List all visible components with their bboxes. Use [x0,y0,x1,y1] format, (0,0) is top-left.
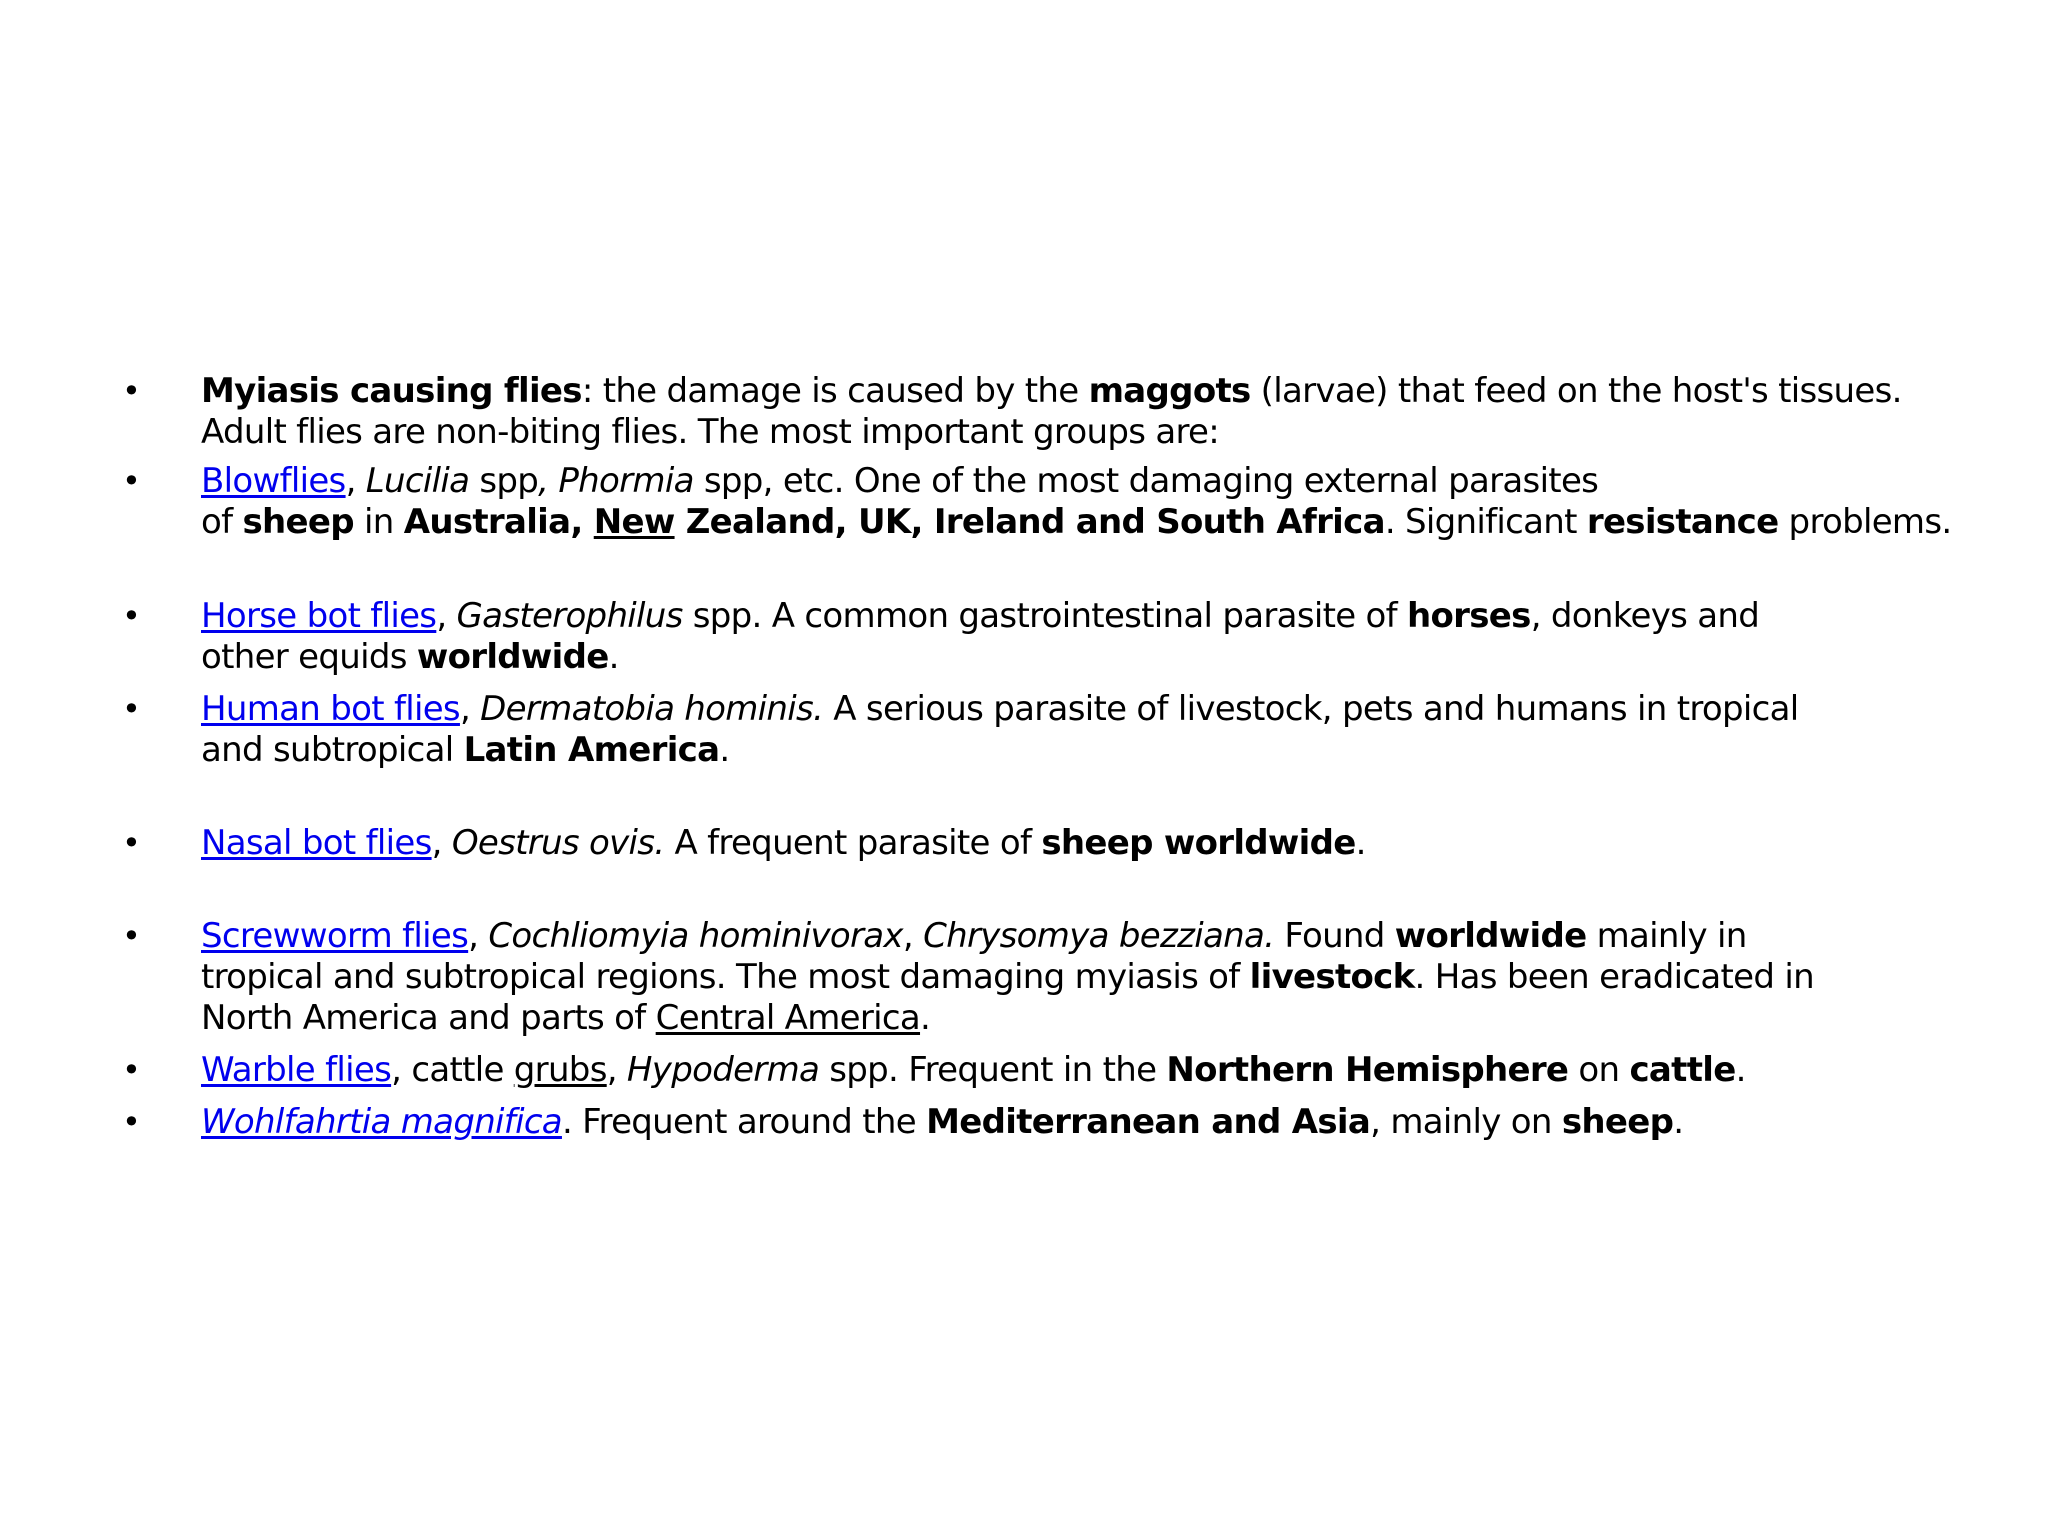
text-run: , cattle [391,1050,514,1090]
bullet-line [201,412,1219,453]
bullet-marker: • [122,690,141,728]
text-run: : the damage is caused by the [581,371,1089,411]
text-run: tropical and subtropical regions. The most damaging myiasis of [201,957,1250,997]
text-run: , Phormia [538,461,694,501]
text-run: Central America [655,998,921,1038]
text-run: spp. A common gastrointestinal parasite of [682,596,1408,636]
text-run: , mainly on [1370,1102,1562,1142]
text-run: . [1735,1050,1746,1090]
topic-link[interactable]: Warble flies [201,1050,392,1090]
bullet-line [201,957,1814,998]
bullet-marker: • [122,1103,141,1141]
text-run: Zealand, UK, Ireland and South Africa [674,502,1385,542]
topic-link[interactable]: Blowflies [201,461,346,501]
text-run: Mediterranean and Asia [926,1102,1371,1142]
text-run: . Significant [1384,502,1587,542]
text-run: in [353,502,404,542]
text-run: horses [1407,596,1531,636]
text-run: worldwide [416,637,609,677]
bullet-line [201,998,930,1039]
topic-link[interactable]: Human bot flies [201,689,460,729]
text-run: Cochliomyia hominivorax [488,916,903,956]
text-run: . [1673,1102,1684,1142]
text-run: spp, etc. One of the most damaging external parasites [693,461,1599,501]
bullet-line [201,1102,1683,1143]
text-run: and subtropical [201,730,464,770]
text-run: problems. [1778,502,1952,542]
text-run: , [606,1050,627,1090]
text-run: other equids [201,637,417,677]
bullet-marker: • [122,917,141,955]
text-run: . [920,998,931,1038]
text-run: . [719,730,730,770]
text-run: , [431,823,452,863]
text-run: sheep [1561,1102,1674,1142]
bullet-line [201,730,729,771]
text-run: grubs [513,1050,607,1090]
bullet-line [201,1050,1746,1091]
text-run: (larvae) that feed on the host's tissues. [1250,371,1902,411]
text-run: Gasterophilus [456,596,683,636]
text-run: of [201,502,243,542]
text-run: sheep [242,502,354,542]
text-run: North America and parts of [201,998,656,1038]
topic-link[interactable]: Nasal bot flies [201,823,432,863]
text-run: New [593,502,675,542]
text-run: . [608,637,619,677]
bullet-line [201,371,1902,412]
text-run: mainly in [1586,916,1747,956]
text-run: Lucilia [365,461,470,501]
text-run: maggots [1088,371,1251,411]
topic-link[interactable]: Wohlfahrtia magnifica [201,1102,562,1142]
text-run: Adult flies are non-biting flies. The most important groups are: [201,412,1219,452]
text-run: . Frequent around the [561,1102,927,1142]
text-run: spp. Frequent in the [819,1050,1167,1090]
text-run: , [459,689,481,729]
bullet-line [201,637,619,678]
text-run: Northern Hemisphere [1166,1050,1569,1090]
text-run: Oestrus ovis. [451,823,665,863]
bullet-line [201,916,1747,957]
bullet-line [201,502,1951,543]
text-run: sheep worldwide [1041,823,1356,863]
text-run: resistance [1586,502,1779,542]
bullet-line [201,596,1759,637]
bullet-marker: • [122,462,141,500]
text-run: , [468,916,489,956]
text-run: spp [469,461,539,501]
text-run: Found [1274,916,1395,956]
text-run: Myiasis causing flies [201,371,582,411]
text-run: worldwide [1394,916,1587,956]
bullet-marker: • [122,597,141,635]
topic-link[interactable]: Horse bot flies [201,596,437,636]
text-run: , donkeys and [1530,596,1760,636]
text-run: Latin America [463,730,720,770]
text-run: A frequent parasite of [664,823,1042,863]
bullet-marker: • [122,1051,141,1089]
text-run: , [345,461,366,501]
text-run: Hypoderma [626,1050,820,1090]
text-run: Chrysomya bezziana. [923,916,1275,956]
text-run: cattle [1629,1050,1736,1090]
text-run: , [436,596,457,636]
text-run: , [902,916,924,956]
text-run: . Has been eradicated in [1414,957,1814,997]
bullet-line [201,461,1598,502]
text-run: on [1568,1050,1630,1090]
bullet-line [201,689,1798,730]
bullet-marker: • [122,824,141,862]
bullet-marker: • [122,372,141,410]
text-run: livestock [1249,957,1415,997]
text-run: A serious parasite of livestock, pets and humans in tropical [823,689,1799,729]
text-run: . [1355,823,1366,863]
topic-link[interactable]: Screwworm flies [201,916,469,956]
text-run: Dermatobia hominis. [480,689,824,729]
bullet-line [201,823,1366,864]
text-run: Australia, [403,502,594,542]
